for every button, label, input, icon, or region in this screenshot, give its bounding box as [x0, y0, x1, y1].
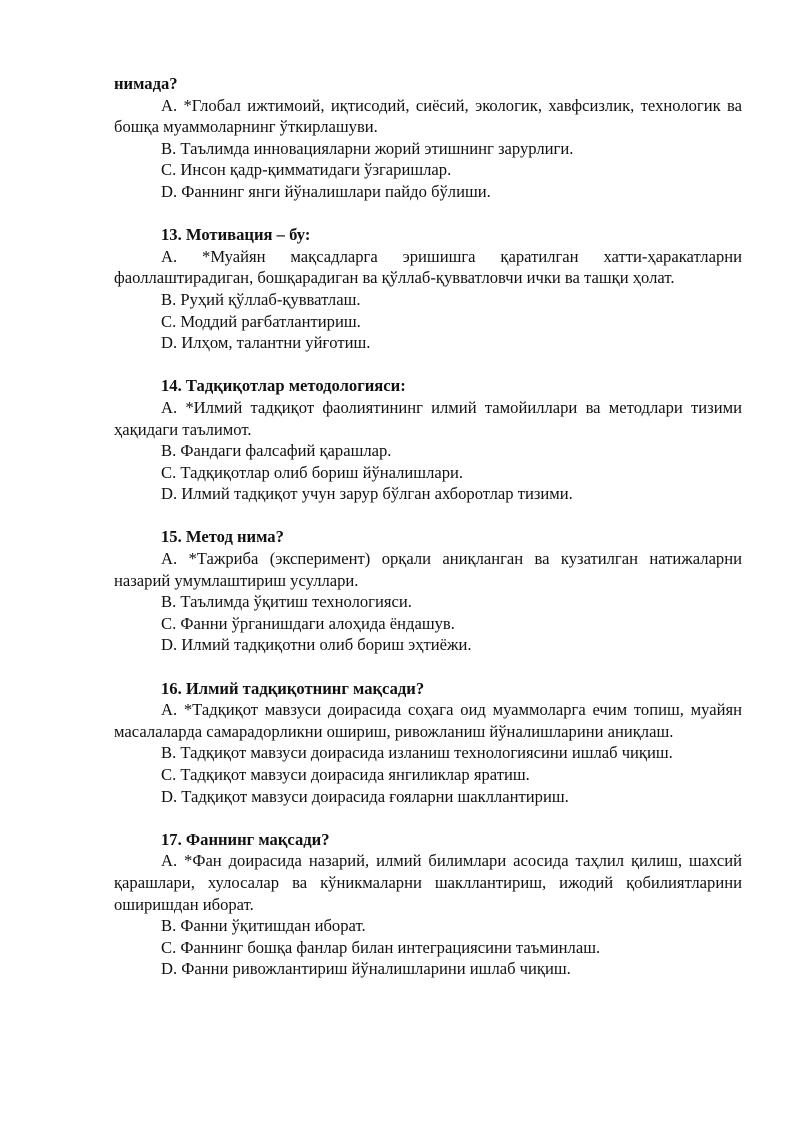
- answer-option-c: C. Тадқиқотлар олиб бориш йўналишлари.: [161, 462, 464, 482]
- answer-option-a: A. *Илмий тадқиқот фаолиятининг илмий тамойиллари ва методлари тизими ҳақидаги таълимот.: [114, 397, 742, 439]
- answer-option-c: C. Моддий рағбатлантириш.: [161, 311, 361, 331]
- answer-option-c: C. Тадқиқот мавзуси доирасида янгиликлар яратиш.: [161, 765, 530, 784]
- answer-option-d: D. Фаннинг янги йўналишлари пайдо бўлиши.: [161, 181, 491, 201]
- question-block-13: [114, 224, 742, 354]
- question-block-15: [114, 526, 742, 656]
- question-title: 15. Метод нима?: [161, 527, 284, 547]
- answer-option-a: A. *Тажриба (эксперимент) орқали аниқланган ва кузатилган натижаларни назарий умумлаштириш усуллари.: [114, 549, 742, 590]
- answer-option-b: B. Фанни ўқитишдан иборат.: [161, 916, 366, 936]
- answer-option-d: D. Илмий тадқиқотни олиб бориш эҳтиёжи.: [161, 635, 472, 655]
- question-title: 14. Тадқиқотлар методологияси:: [161, 376, 406, 396]
- answer-option-b: B. Тадқиқот мавзуси доирасида изланиш технологиясини ишлаб чиқиш.: [161, 743, 673, 763]
- question-title: 17. Фаннинг мақсади?: [161, 829, 330, 849]
- answer-option-a: A. *Глобал ижтимоий, иқтисодий, сиёсий, экологик, хавфсизлик, технологик ва бошқа муаммоларнинг ўткирлашуви.: [114, 95, 742, 137]
- answer-option-a: A. *Тадқиқот мавзуси доирасида соҳага оид муаммоларга ечим топиш, муайян масалаларда самарадорликни ошириш, ривожланиш йўналишларини аниқлаш.: [114, 700, 742, 741]
- answer-option-b: B. Таълимда ўқитиш технологияси.: [161, 592, 412, 612]
- answer-option-d: D. Тадқиқот мавзуси доирасида ғояларни шакллантириш.: [161, 786, 569, 806]
- answer-option-d: D. Фанни ривожлантириш йўналишларини ишлаб чиқиш.: [161, 959, 571, 979]
- answer-option-d: D. Илмий тадқиқот учун зарур бўлган ахборотлар тизими.: [161, 484, 573, 504]
- answer-option-a: A. *Муайян мақсадларга эришишга қаратилган хатти-ҳаракатларни фаоллаштирадиган, бошқарадиган ва қўллаб-қувватловчи ички ва ташқи ҳолат.: [114, 246, 742, 288]
- question-block-16: [114, 678, 742, 808]
- answer-option-d: D. Илҳом, талантни уйғотиш.: [161, 333, 371, 353]
- question-title: 13. Мотивация – бу:: [161, 225, 311, 245]
- answer-option-c: C. Фанни ўрганишдаги алоҳида ёндашув.: [161, 613, 455, 633]
- question-block-12: [114, 73, 742, 203]
- answer-option-c: C. Фаннинг бошқа фанлар билан интеграциясини таъминлаш.: [161, 937, 601, 957]
- answer-option-a: A. *Фан доирасида назарий, илмий билимлари асосида таҳлил қилиш, шахсий қарашлари, хулосалар ва кўникмаларни шакллантириш, ижодий қобилиятларини оширишдан иборат.: [114, 851, 742, 914]
- document-body: [114, 73, 742, 1002]
- question-title: нимада?: [114, 74, 178, 93]
- answer-option-c: C. Инсон қадр-қимматидаги ўзгаришлар.: [161, 160, 452, 180]
- answer-option-b: B. Фандаги фалсафий қарашлар.: [161, 441, 392, 461]
- question-block-17: [114, 829, 742, 980]
- question-title: 16. Илмий тадқиқотнинг мақсади?: [161, 678, 425, 698]
- answer-option-b: B. Таълимда инновацияларни жорий этишнинг зарурлиги.: [161, 138, 574, 158]
- answer-option-b: B. Руҳий қўллаб-қувватлаш.: [161, 289, 361, 309]
- question-block-14: [114, 375, 742, 505]
